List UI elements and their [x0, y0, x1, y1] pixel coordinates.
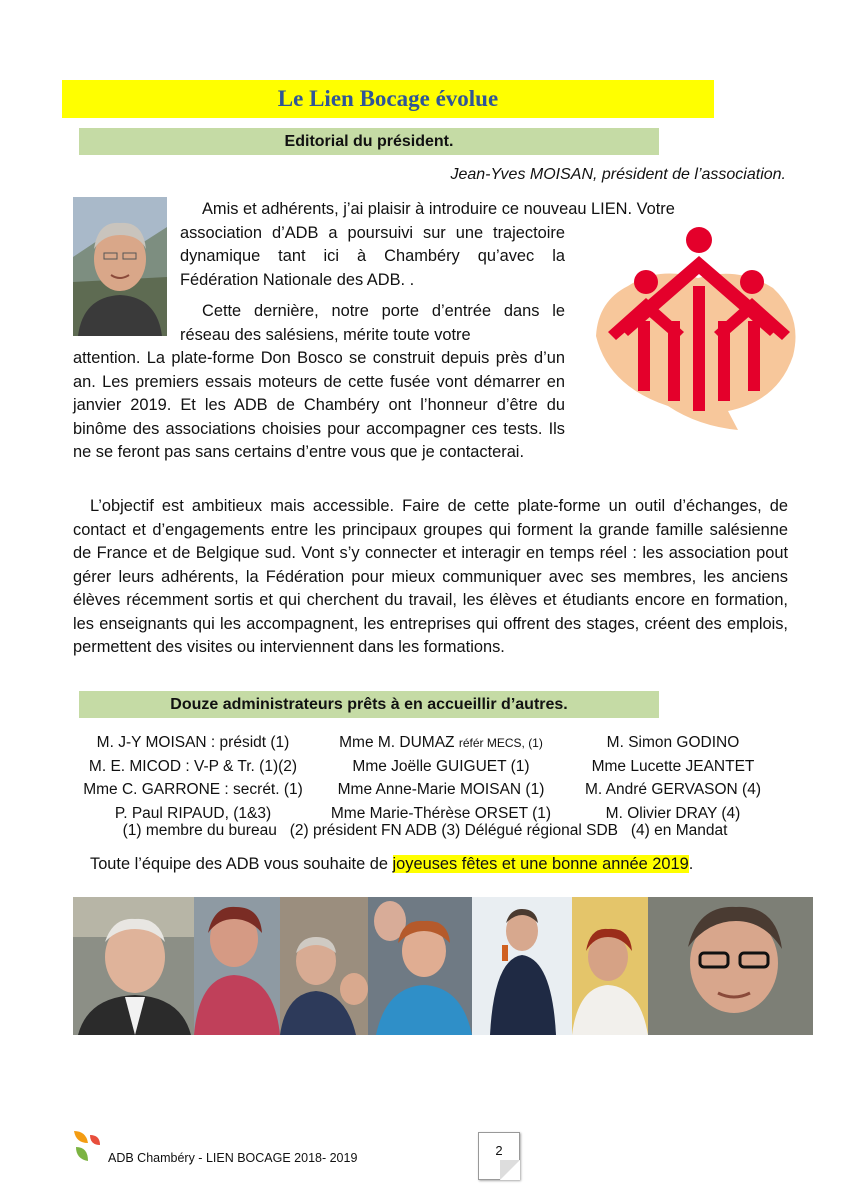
board-member: Mme Marie-Thérèse ORSET (1) — [330, 804, 552, 822]
adb-logo-icon — [72, 1129, 102, 1163]
editorial-p3: L’objectif est ambitieux mais accessible. Faire de cette plate-forme un outil d’échanges, de contact et d’engagements entre les principaux groupes qui forment la grande famille salésienne de France et de Belgique sud. Vont s’y connecter et interagir en temps réel : les association pout gérer leurs adhérents, la Fédération pour mieux communiquer avec ses membres, les anciens élèves récemment sortis et qui cherchent du travail, les élèves et étudiants encore en formation, les enseignants qui les accompagnent, les entreprises qui offrent des stages, créent des emplois, permettent des visites ou interviennent dans les formations. — [73, 497, 788, 656]
board-member: M. J-Y MOISAN : présidt (1) — [96, 734, 290, 751]
member-photo — [368, 897, 472, 1035]
editorial-heading: Editorial du président. — [79, 128, 659, 155]
board-member: M. E. MICOD : V-P & Tr. (1)(2) — [88, 757, 298, 775]
editorial-p1-rest: association d’ADB a poursuivi sur une trajectoire dynamique tant ici à Chambéry qu’avec la Fédération Nationale des ADB. . — [180, 223, 565, 289]
page-title: Le Lien Bocage évolue — [277, 86, 499, 111]
member-photo — [472, 897, 572, 1035]
editorial-p2-narrow: Cette dernière, notre porte d’entrée dans le réseau des salésiens, mérite toute votre — [180, 302, 565, 344]
board-member: M. Olivier DRAY (4) — [605, 804, 741, 822]
photo-strip — [73, 897, 813, 1035]
byline: Jean-Yves MOISAN, président de l’association. — [450, 166, 786, 183]
title-banner — [62, 80, 714, 118]
president-photo — [73, 197, 167, 336]
page-number: 2 — [478, 1132, 520, 1180]
member-photo — [194, 897, 280, 1035]
board-row — [70, 778, 780, 802]
board-legend: (1) membre du bureau (2) président FN ADB (3) Délégué régional SDB (4) en Mandat — [122, 822, 728, 839]
member-photo — [648, 897, 813, 1035]
board-member: Mme Lucette JEANTET — [591, 757, 755, 775]
board-member: P. Paul RIPAUD, (1&3) — [114, 804, 272, 822]
board-member: M. Simon GODINO — [606, 734, 740, 751]
board-row — [70, 731, 780, 755]
board-member: M. André GERVASON (4) — [584, 781, 761, 798]
board-row — [70, 755, 780, 779]
editorial-p2-wide: attention. La plate-forme Don Bosco se construit depuis près d’un an. Les premiers essais moteurs de cette fusée vont démarrer en janvier 2019. Et les ADB de Chambéry ont l’honneur d’être du binôme des associations choisies pour accompagner ces tests. Ils ne se feront pas sans certains d’entre vous que je contacterai. — [73, 349, 565, 461]
salesian-logo — [588, 226, 810, 430]
board-member: Mme C. GARRONE : secrét. (1) — [83, 781, 303, 798]
board-member: Mme M. DUMAZ référ MECS, (1) — [339, 734, 543, 751]
footer-text: ADB Chambéry - LIEN BOCAGE 2018- 2019 — [108, 1151, 358, 1165]
dumaz-note: référ MECS, (1) — [458, 736, 543, 750]
board-list — [70, 731, 780, 825]
member-photo — [73, 897, 194, 1035]
greeting-highlight: joyeuses fêtes et une bonne année 2019 — [392, 855, 689, 873]
board-heading: Douze administrateurs prêts à en accueillir d’autres. — [79, 691, 659, 718]
member-photo — [572, 897, 648, 1035]
member-photo — [280, 897, 368, 1035]
editorial-p1-line1: Amis et adhérents, j’ai plaisir à introduire ce nouveau LIEN. Votre — [202, 200, 675, 218]
board-member: Mme Anne-Marie MOISAN (1) — [337, 781, 545, 798]
season-greeting: Toute l’équipe des ADB vous souhaite de joyeuses fêtes et une bonne année 2019. — [90, 855, 694, 873]
board-member: Mme Joëlle GUIGUET (1) — [352, 757, 530, 775]
